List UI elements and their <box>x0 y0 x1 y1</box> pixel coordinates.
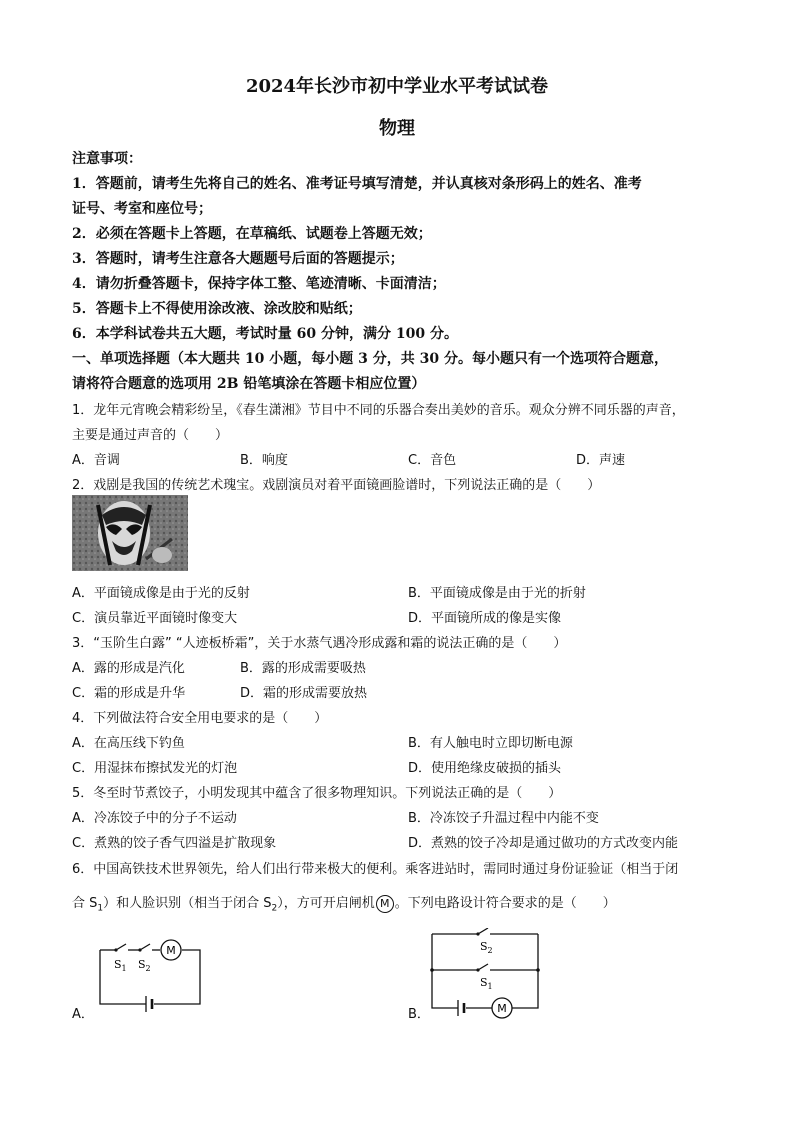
motor-label: M <box>497 1002 507 1015</box>
q3-option-d[interactable]: D．霜的形成需要放热 <box>240 686 368 701</box>
q6-option-a[interactable]: A． <box>72 1007 94 1022</box>
question-6-stem-cont: 合 $S_1$）和人脸识别（相当于闭合 $S_2$），方可开启闸机 M 。下列电路设计符合要求的是（ ） <box>72 896 616 914</box>
q3-option-a[interactable]: A．露的形成是汽化 <box>72 661 185 676</box>
switch-s1-label: $S_1$ <box>114 958 127 973</box>
subject-title: 物理 <box>379 118 415 139</box>
junction-dot-left <box>430 968 434 972</box>
question-5-stem: 5．冬至时节煮饺子，小明发现其中蕴含了很多物理知识。下列说法正确的是（ ） <box>72 786 562 801</box>
q4-option-b[interactable]: B．有人触电时立即切断电源 <box>408 736 573 751</box>
q4-option-c[interactable]: C．用湿抹布擦拭发光的灯泡 <box>72 761 238 776</box>
notice-item: 6．本学科试卷共五大题，考试时量 60 分钟，满分 100 分。 <box>72 326 458 342</box>
switch-s1-pivot <box>476 968 479 971</box>
question-3-stem: 3．“玉阶生白露” “人迹板桥霜”，关于水蒸气遇冷形成露和霜的说法正确的是（ ） <box>72 636 567 651</box>
junction-dot-right <box>536 968 540 972</box>
notice-item: 证号、考室和座位号； <box>72 201 212 217</box>
notice-item: 2．必须在答题卡上答题，在草稿纸、试题卷上答题无效； <box>72 226 432 242</box>
q3-option-c[interactable]: C．霜的形成是升华 <box>72 686 186 701</box>
exam-title: 2024年长沙市初中学业水平考试试卷 <box>245 76 549 97</box>
notice-item: 5．答题卡上不得使用涂改液、涂改胶和贴纸； <box>72 301 362 317</box>
q5-option-a[interactable]: A．冷冻饺子中的分子不运动 <box>72 811 237 826</box>
switch-s2-pivot <box>138 948 141 951</box>
circuit-diagram-a <box>96 932 208 1020</box>
question-6-stem: 6．中国高铁技术世界领先，给人们出行带来极大的便利。乘客进站时，需同时通过身份证验证（相当于闭 <box>72 862 679 877</box>
q2-option-a[interactable]: A．平面镜成像是由于光的反射 <box>72 586 250 601</box>
q5-option-b[interactable]: B．冷冻饺子升温过程中内能不变 <box>408 811 599 826</box>
switch-s2-pivot <box>476 932 479 935</box>
q3-option-b[interactable]: B．露的形成需要吸热 <box>240 661 366 676</box>
q1-option-b[interactable]: B．响度 <box>240 453 288 468</box>
q2-option-b[interactable]: B．平面镜成像是由于光的折射 <box>408 586 586 601</box>
switch-s1-pivot <box>114 948 117 951</box>
motor-symbol-icon: M <box>376 895 394 913</box>
question-1-stem-cont: 主要是通过声音的（ ） <box>72 428 229 443</box>
q1-option-c[interactable]: C．音色 <box>408 453 457 468</box>
question-1-stem: 1．龙年元宵晚会精彩纷呈，《春生潇湘》节目中不同的乐器合奏出美妙的音乐。观众分辨不同乐器的声音， <box>72 403 685 418</box>
section-heading: 一、单项选择题（本大题共 10 小题，每小题 3 分，共 30 分。每小题只有一个选项符合题意， <box>72 351 668 367</box>
motor-label: M <box>166 944 176 957</box>
switch-s1-label: $S_1$ <box>480 976 493 991</box>
q2-option-c[interactable]: C．演员靠近平面镜时像变大 <box>72 611 238 626</box>
q1-option-d[interactable]: D．声速 <box>576 453 626 468</box>
notice-item: 1．答题前，请考生先将自己的姓名、准考证号填写清楚，并认真核对条形码上的姓名、准考 <box>72 176 642 192</box>
opera-mask-photo <box>72 495 188 571</box>
q1-option-a[interactable]: A．音调 <box>72 453 120 468</box>
notice-heading: 注意事项： <box>72 151 142 167</box>
q6-option-b[interactable]: B． <box>408 1007 430 1022</box>
circuit-diagram-b <box>428 928 544 1022</box>
section-heading-cont: 请将符合题意的选项用 2B 铅笔填涂在答题卡相应位置） <box>72 376 426 392</box>
question-2-stem: 2．戏剧是我国的传统艺术瑰宝。戏剧演员对着平面镜画脸谱时，下列说法正确的是（ ） <box>72 478 601 493</box>
switch-s2-label: $S_2$ <box>480 940 493 955</box>
q5-option-d[interactable]: D．煮熟的饺子冷却是通过做功的方式改变内能 <box>408 836 679 851</box>
q2-option-d[interactable]: D．平面镜所成的像是实像 <box>408 611 562 626</box>
question-4-stem: 4．下列做法符合安全用电要求的是（ ） <box>72 711 328 726</box>
q5-option-c[interactable]: C．煮熟的饺子香气四溢是扩散现象 <box>72 836 277 851</box>
notice-item: 3．答题时，请考生注意各大题题号后面的答题提示； <box>72 251 404 267</box>
switch-s2-label: $S_2$ <box>138 958 151 973</box>
notice-item: 4．请勿折叠答题卡，保持字体工整、笔迹清晰、卡面清洁； <box>72 276 446 292</box>
q4-option-a[interactable]: A．在高压线下钓鱼 <box>72 736 185 751</box>
q4-option-d[interactable]: D．使用绝缘皮破损的插头 <box>408 761 562 776</box>
